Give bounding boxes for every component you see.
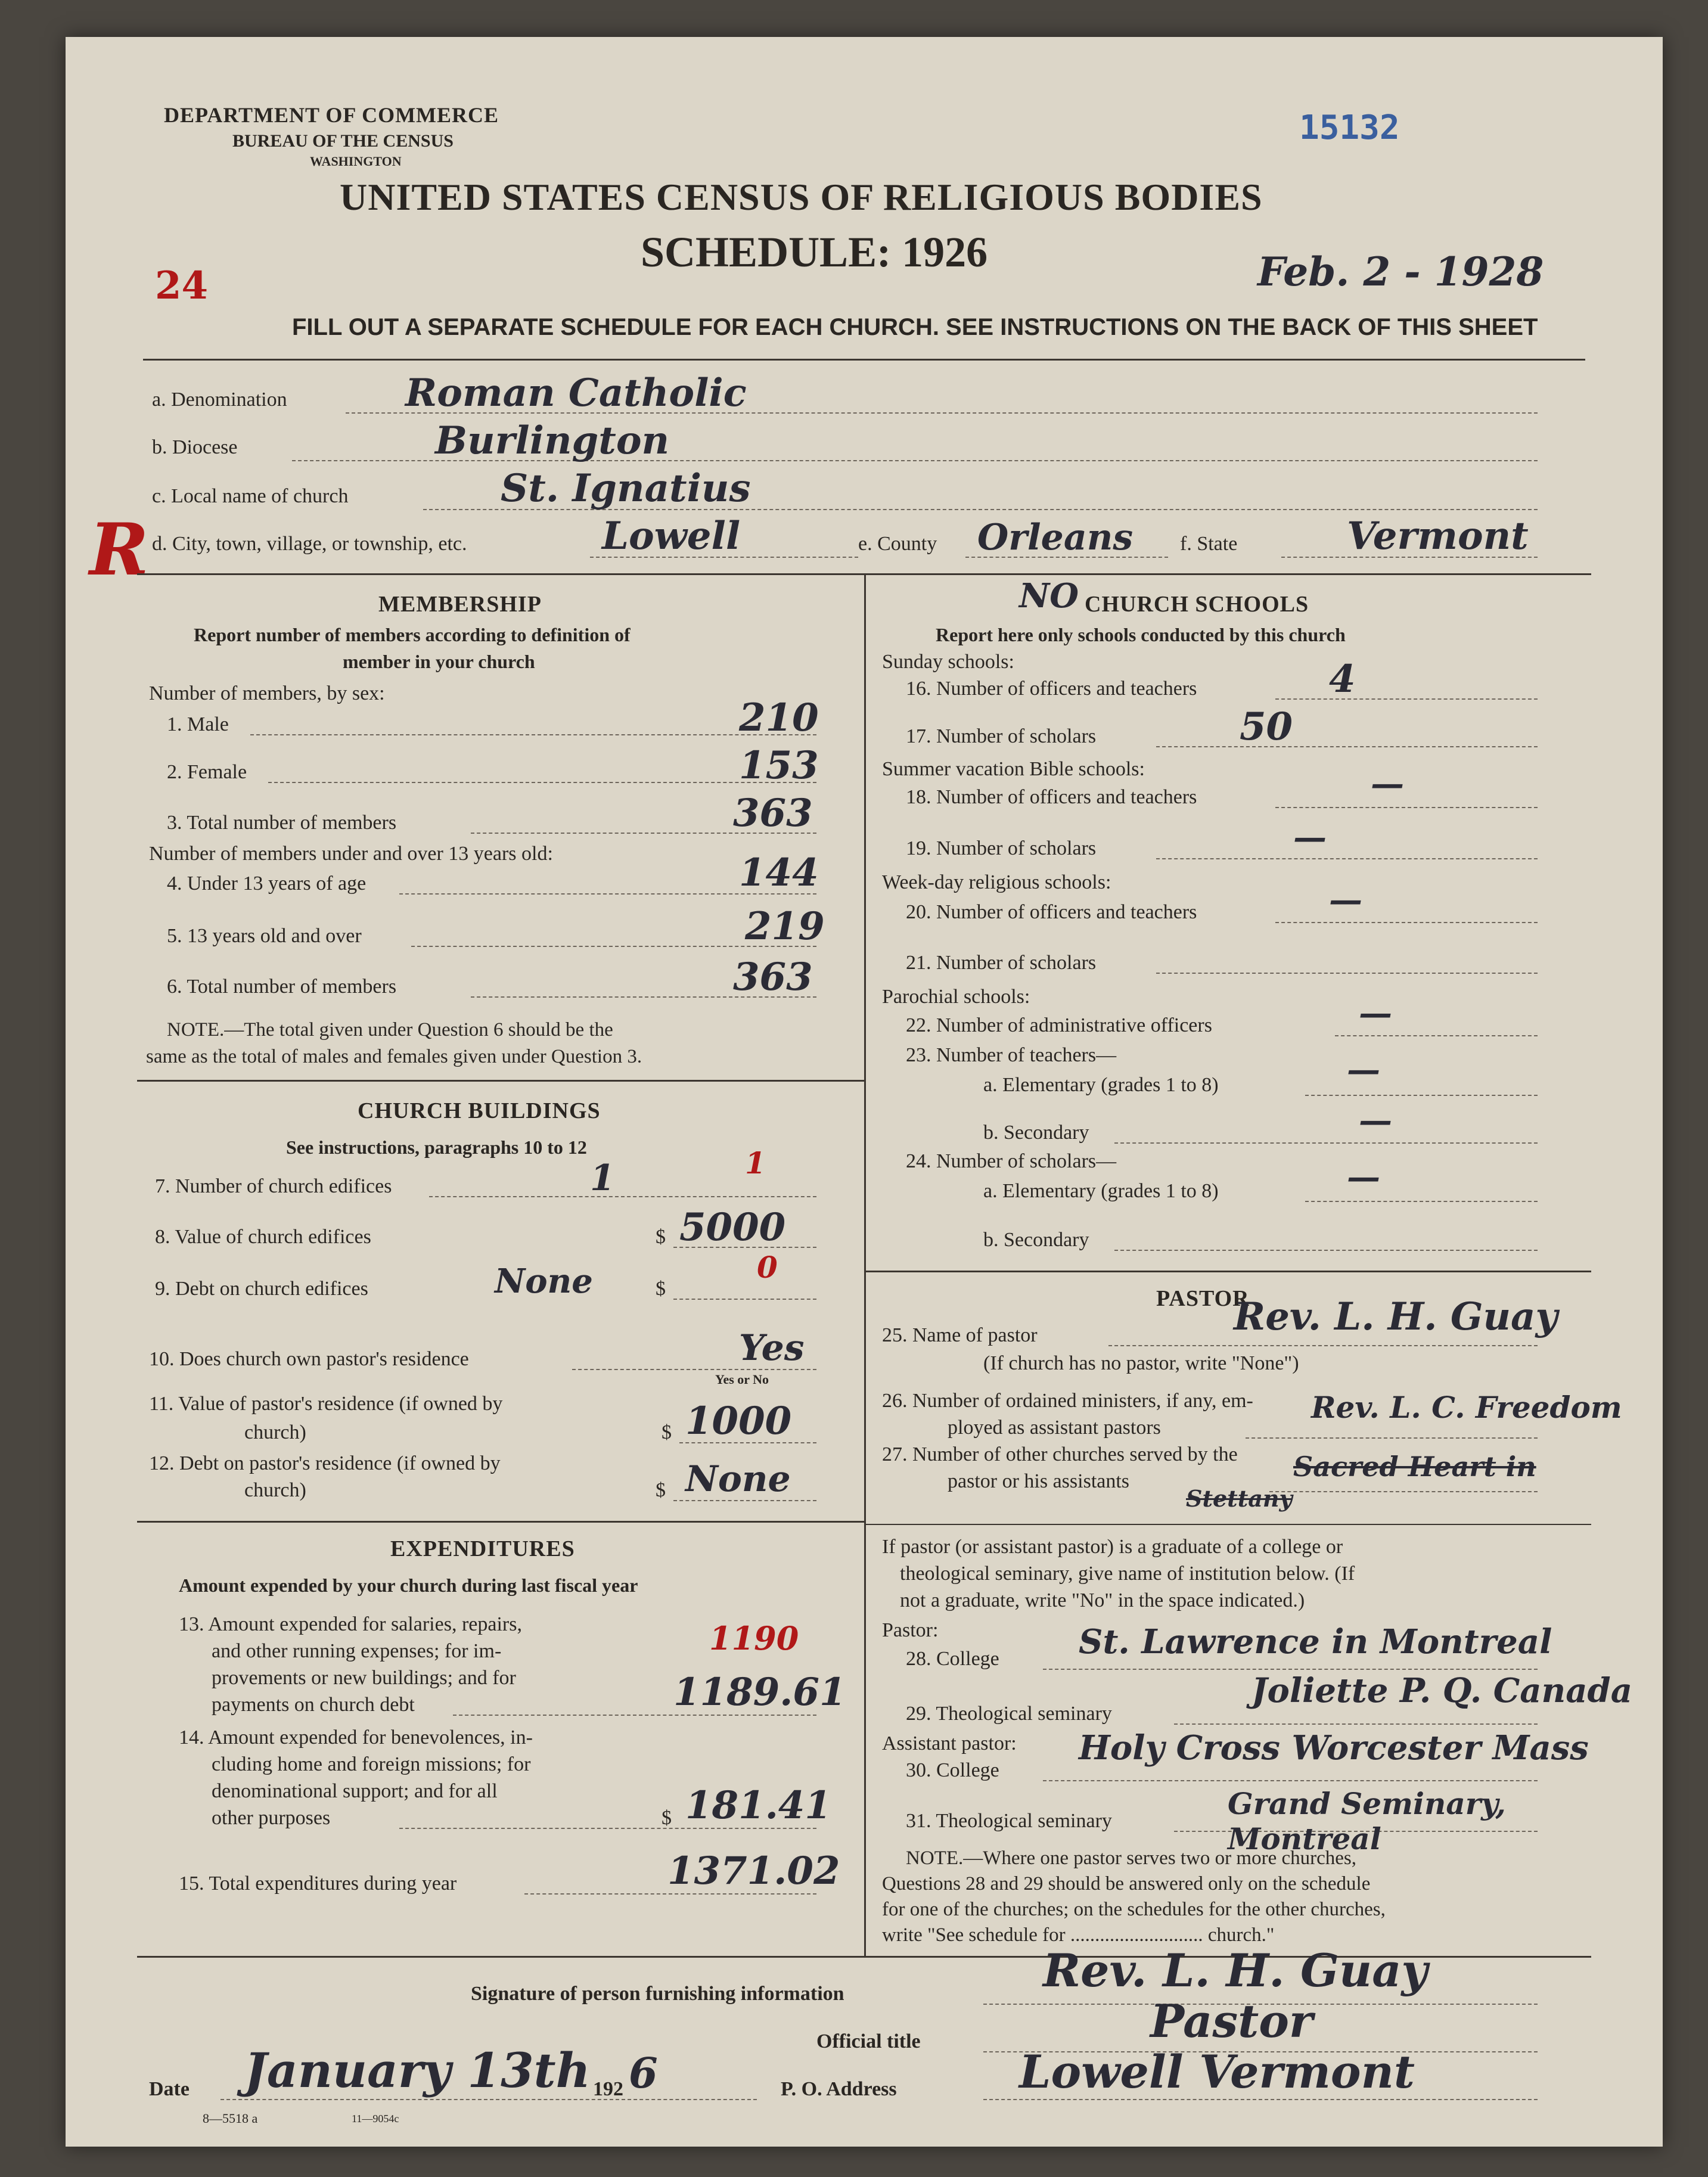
q25-hint: (If church has no pastor, write "None") xyxy=(983,1352,1299,1374)
q24a-line xyxy=(1305,1201,1538,1202)
schedule-year: SCHEDULE: 1926 xyxy=(641,228,988,276)
schools-subtitle: Report here only schools conducted by this church xyxy=(936,624,1346,645)
signature-value[interactable]: Rev. L. H. Guay xyxy=(1043,1944,1428,1997)
state-value[interactable]: Vermont xyxy=(1347,514,1529,558)
q2-line xyxy=(268,782,816,783)
buildings-subtitle: See instructions, paragraphs 10 to 12 xyxy=(286,1136,587,1158)
q12-dollar: $ xyxy=(656,1479,666,1501)
q30-line xyxy=(1043,1780,1538,1781)
q14-label-2: cluding home and foreign missions; for xyxy=(212,1753,531,1775)
q10-line xyxy=(572,1369,816,1370)
graduate-note-3: not a graduate, write "No" in the space indicated.) xyxy=(900,1589,1305,1611)
q18-line xyxy=(1275,807,1538,808)
q7-value[interactable]: 1 xyxy=(590,1157,615,1199)
q21-label: 21. Number of scholars xyxy=(906,952,1097,974)
graduate-note-1: If pastor (or assistant pastor) is a graduate of a college or xyxy=(882,1536,1343,1558)
q12-value[interactable]: None xyxy=(685,1458,791,1500)
membership-subtitle-1: Report number of members according to definition of xyxy=(194,624,631,645)
handwritten-number-mark: 24 xyxy=(155,263,209,308)
q27-label-2: pastor or his assistants xyxy=(948,1470,1130,1492)
q18-value[interactable]: — xyxy=(1371,764,1404,803)
q26-label-2: ployed as assistant pastors xyxy=(948,1417,1161,1439)
stamp-number: 15132 xyxy=(1299,108,1400,147)
q26-value[interactable]: Rev. L. C. Freedom xyxy=(1311,1390,1622,1425)
official-title-label: Official title xyxy=(816,2030,921,2052)
q16-line xyxy=(1275,698,1538,700)
q10-label: 10. Does church own pastor's residence xyxy=(149,1348,469,1370)
q9-value[interactable]: None xyxy=(495,1262,593,1301)
q28-label: 28. College xyxy=(906,1648,999,1670)
pastor-note-2: Questions 28 and 29 should be answered only on the schedule xyxy=(882,1873,1371,1895)
q20-line xyxy=(1275,922,1538,923)
q13-red-correction: 1190 xyxy=(709,1619,799,1657)
county-value[interactable]: Orleans xyxy=(977,517,1134,558)
department-name: DEPARTMENT OF COMMERCE xyxy=(164,103,499,127)
q6-label: 6. Total number of members xyxy=(167,976,397,998)
q11-label-1: 11. Value of pastor's residence (if owned by xyxy=(149,1393,503,1415)
bureau-name: BUREAU OF THE CENSUS xyxy=(232,131,454,151)
q23a-value[interactable]: — xyxy=(1347,1050,1380,1089)
sunday-schools-label: Sunday schools: xyxy=(882,651,1014,673)
q3-label: 3. Total number of members xyxy=(167,812,397,834)
q27-value[interactable]: Sacred Heart in xyxy=(1293,1451,1536,1483)
q23b-label: b. Secondary xyxy=(983,1122,1089,1144)
schools-title: CHURCH SCHOOLS xyxy=(1085,592,1309,617)
q19-line xyxy=(1156,858,1538,859)
q2-value[interactable]: 153 xyxy=(739,743,819,788)
q14-line xyxy=(399,1828,816,1829)
city-label: d. City, town, village, or township, etc. xyxy=(152,533,467,555)
q6-value[interactable]: 363 xyxy=(733,955,813,999)
q4-value[interactable]: 144 xyxy=(739,850,819,895)
pastor-note-3: for one of the churches; on the schedules for the other churches, xyxy=(882,1899,1386,1920)
city-value[interactable]: Lowell xyxy=(602,514,741,558)
q30-label: 30. College xyxy=(906,1759,999,1781)
q12-label-1: 12. Debt on pastor's residence (if owned by xyxy=(149,1452,501,1474)
q20-value[interactable]: — xyxy=(1329,880,1362,920)
po-address-line xyxy=(983,2099,1538,2100)
q20-label: 20. Number of officers and teachers xyxy=(906,901,1197,923)
weekday-schools-label: Week-day religious schools: xyxy=(882,871,1111,893)
pastor-education-label: Pastor: xyxy=(882,1619,939,1641)
bureau-city: WASHINGTON xyxy=(310,154,402,169)
date-line xyxy=(221,2099,757,2100)
form-number-2: 11—9054c xyxy=(352,2113,399,2125)
membership-title: MEMBERSHIP xyxy=(378,592,542,617)
q12-line xyxy=(673,1500,816,1501)
q1-label: 1. Male xyxy=(167,713,229,735)
buildings-title: CHURCH BUILDINGS xyxy=(358,1098,601,1123)
q9-dollar: $ xyxy=(656,1278,666,1300)
q23-label: 23. Number of teachers— xyxy=(906,1044,1117,1066)
q8-label: 8. Value of church edifices xyxy=(155,1226,371,1248)
q28-line xyxy=(1043,1669,1538,1670)
year-prefix: 192 xyxy=(593,2078,623,2100)
q29-value[interactable]: Joliette P. Q. Canada xyxy=(1252,1671,1632,1710)
q23a-line xyxy=(1305,1095,1538,1096)
q28-value[interactable]: St. Lawrence in Montreal xyxy=(1079,1622,1552,1662)
county-label: e. County xyxy=(858,533,937,555)
red-review-mark: R xyxy=(89,508,149,592)
schools-handwritten-no: NO xyxy=(1019,576,1079,616)
yes-no-hint: Yes or No xyxy=(715,1372,769,1387)
q8-value[interactable]: 5000 xyxy=(679,1205,786,1250)
q14-label-4: other purposes xyxy=(212,1807,331,1829)
summer-schools-label: Summer vacation Bible schools: xyxy=(882,758,1145,780)
q13-label-1: 13. Amount expended for salaries, repairs, xyxy=(179,1613,522,1635)
membership-subtitle-2: member in your church xyxy=(343,651,535,672)
diocese-label: b. Diocese xyxy=(152,436,238,458)
q2-label: 2. Female xyxy=(167,761,247,783)
membership-rule xyxy=(137,1080,864,1082)
q7-line xyxy=(429,1196,816,1197)
q22-value[interactable]: — xyxy=(1359,993,1392,1033)
q9-label: 9. Debt on church edifices xyxy=(155,1278,368,1300)
form-title: UNITED STATES CENSUS OF RELIGIOUS BODIES xyxy=(340,176,1263,218)
q25-label: 25. Name of pastor xyxy=(882,1324,1038,1346)
pastor-note-1: NOTE.—Where one pastor serves two or more churches, xyxy=(906,1847,1356,1869)
q17-value[interactable]: 50 xyxy=(1240,704,1293,749)
q25-line xyxy=(1108,1345,1538,1346)
q13-line xyxy=(453,1715,816,1716)
q11-label-2: church) xyxy=(244,1421,306,1443)
q24-label: 24. Number of scholars— xyxy=(906,1150,1117,1172)
q23b-line xyxy=(1114,1142,1538,1144)
q7-red-correction: 1 xyxy=(745,1145,766,1181)
q15-value[interactable]: 1371.02 xyxy=(667,1849,840,1893)
membership-note-2: same as the total of males and females given under Question 3. xyxy=(146,1046,642,1067)
q5-value[interactable]: 219 xyxy=(745,904,825,949)
official-title-value[interactable]: Pastor xyxy=(1150,1995,1313,2048)
q13-label-2: and other running expenses; for im- xyxy=(212,1640,502,1662)
pastor-title: PASTOR xyxy=(1156,1286,1250,1311)
form-number-1: 8—5518 a xyxy=(203,2111,258,2126)
q27-line xyxy=(1269,1491,1538,1492)
q29-label: 29. Theological seminary xyxy=(906,1703,1112,1725)
q9-line xyxy=(673,1299,816,1300)
q18-label: 18. Number of officers and teachers xyxy=(906,786,1197,808)
q24b-line xyxy=(1114,1250,1538,1251)
pastor-note-4: write "See schedule for ........................... church." xyxy=(882,1924,1275,1946)
buildings-rule xyxy=(137,1521,864,1523)
q27-label-1: 27. Number of other churches served by the xyxy=(882,1443,1238,1465)
members-by-sex-label: Number of members, by sex: xyxy=(149,682,385,704)
q30-value[interactable]: Holy Cross Worcester Mass xyxy=(1079,1728,1589,1768)
q13-value[interactable]: 1189.61 xyxy=(673,1670,846,1715)
q16-value[interactable]: 4 xyxy=(1329,657,1356,701)
denomination-value[interactable]: Roman Catholic xyxy=(405,371,747,415)
q25-value[interactable]: Rev. L. H. Guay xyxy=(1234,1294,1558,1339)
q12-label-2: church) xyxy=(244,1479,306,1501)
po-address-value[interactable]: Lowell Vermont xyxy=(1019,2045,1415,2098)
expenditures-subtitle: Amount expended by your church during last fiscal year xyxy=(179,1574,638,1596)
q17-label: 17. Number of scholars xyxy=(906,725,1097,747)
local-name-label: c. Local name of church xyxy=(152,485,349,507)
po-address-label: P. O. Address xyxy=(781,2078,897,2100)
q3-value[interactable]: 363 xyxy=(733,791,813,836)
q23a-label: a. Elementary (grades 1 to 8) xyxy=(983,1074,1219,1096)
q17-line xyxy=(1156,746,1538,747)
handwritten-receipt-date: Feb. 2 - 1928 xyxy=(1257,249,1544,295)
signature-label: Signature of person furnishing information xyxy=(471,1983,844,2005)
q11-dollar: $ xyxy=(662,1421,672,1443)
state-label: f. State xyxy=(1180,533,1238,555)
members-by-age-label: Number of members under and over 13 years old: xyxy=(149,843,553,865)
q14-label-3: denominational support; and for all xyxy=(212,1780,498,1802)
assistant-education-label: Assistant pastor: xyxy=(882,1732,1017,1754)
q23b-value[interactable]: — xyxy=(1359,1101,1392,1140)
q19-value[interactable]: — xyxy=(1293,818,1327,857)
q10-value[interactable]: Yes xyxy=(739,1327,805,1369)
q26-label-1: 26. Number of ordained ministers, if any, em- xyxy=(882,1390,1253,1412)
q31-value[interactable]: Grand Seminary, Montreal xyxy=(1228,1786,1506,1856)
date-value[interactable]: January 13th xyxy=(244,2042,591,2098)
q7-label: 7. Number of church edifices xyxy=(155,1175,392,1197)
q16-label: 16. Number of officers and teachers xyxy=(906,678,1197,700)
q24a-value[interactable]: — xyxy=(1347,1157,1380,1197)
q24b-label: b. Secondary xyxy=(983,1229,1089,1251)
membership-note-1: NOTE.—The total given under Question 6 should be the xyxy=(167,1019,613,1041)
column-divider xyxy=(864,573,866,1956)
q15-line xyxy=(524,1893,816,1895)
q1-value[interactable]: 210 xyxy=(739,695,819,740)
q13-label-4: payments on church debt xyxy=(212,1694,415,1716)
q15-label: 15. Total expenditures during year xyxy=(179,1872,457,1895)
parochial-schools-label: Parochial schools: xyxy=(882,986,1030,1008)
schools-rule xyxy=(864,1271,1591,1272)
census-schedule-sheet xyxy=(66,37,1663,2147)
year-digit[interactable]: 6 xyxy=(629,2048,658,2098)
q24a-label: a. Elementary (grades 1 to 8) xyxy=(983,1180,1219,1202)
pastor-rule xyxy=(864,1524,1591,1525)
q29-line xyxy=(1174,1723,1538,1725)
q31-label: 31. Theological seminary xyxy=(906,1810,1112,1832)
local-name-value[interactable]: St. Ignatius xyxy=(501,466,751,511)
q5-label: 5. 13 years old and over xyxy=(167,925,362,947)
graduate-note-2: theological seminary, give name of institution below. (If xyxy=(900,1563,1355,1585)
q11-value[interactable]: 1000 xyxy=(685,1399,792,1443)
q8-dollar: $ xyxy=(656,1226,666,1248)
q21-line xyxy=(1156,973,1538,974)
q13-label-3: provements or new buildings; and for xyxy=(212,1667,516,1689)
q19-label: 19. Number of scholars xyxy=(906,837,1097,859)
denomination-label: a. Denomination xyxy=(152,389,287,411)
q4-label: 4. Under 13 years of age xyxy=(167,872,367,895)
q26-line xyxy=(1246,1437,1538,1439)
q14-label-1: 14. Amount expended for benevolences, in- xyxy=(179,1726,533,1749)
header-rule xyxy=(143,359,1585,361)
q22-line xyxy=(1335,1035,1538,1036)
q9-red-correction: 0 xyxy=(757,1250,778,1285)
q14-value[interactable]: 181.41 xyxy=(685,1783,831,1828)
instruction-banner: FILL OUT A SEPARATE SCHEDULE FOR EACH CHURCH. SEE INSTRUCTIONS ON THE BACK OF THIS SHEET xyxy=(292,314,1538,340)
q14-dollar: $ xyxy=(662,1807,672,1829)
q1-line xyxy=(250,734,816,735)
date-label: Date xyxy=(149,2078,190,2100)
q27-extra: Stettany xyxy=(1186,1485,1293,1512)
q22-label: 22. Number of administrative officers xyxy=(906,1014,1212,1036)
expenditures-title: EXPENDITURES xyxy=(390,1536,575,1561)
diocese-value[interactable]: Burlington xyxy=(435,418,670,463)
